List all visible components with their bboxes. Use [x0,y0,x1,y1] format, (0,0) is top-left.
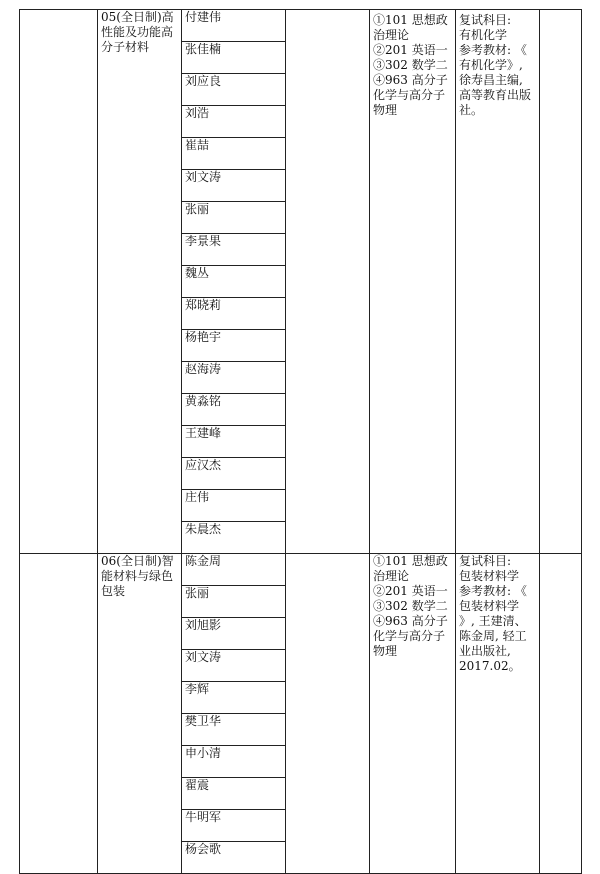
table-row [20,10,582,42]
advisor-name: 刘文涛 [182,170,286,202]
advisor-name: 付建伟 [182,10,286,42]
research-direction-line: 包装 [101,584,126,598]
advisor-name: 刘文涛 [182,650,286,682]
leading-blank-cell [20,10,98,554]
exam-subject-line: 化学与高分子 [373,629,446,643]
admissions-table [19,9,582,874]
exam-subject-line: ②201 英语一 [373,43,448,57]
exam-subject-line: 物理 [373,644,398,658]
advisor-name: 赵海涛 [182,362,286,394]
retest-reference-line: 有机化学 [459,28,508,42]
advisor-name: 陈金周 [182,554,286,586]
research-direction-line: 分子材料 [101,40,150,54]
advisor-name: 李景果 [182,234,286,266]
leading-blank-cell [20,554,98,874]
research-direction-cell [98,10,182,554]
research-direction-line: 能材料与绿色 [101,569,174,583]
retest-reference-line: 业出版社, [459,644,511,658]
advisor-name: 庄伟 [182,490,286,522]
retest-reference-cell [456,554,540,874]
advisor-name: 刘旭影 [182,618,286,650]
exam-subject-line: ④963 高分子 [373,614,448,628]
advisor-name: 张丽 [182,202,286,234]
exam-subject-line: 物理 [373,103,398,117]
table-row [20,554,582,586]
retest-reference-line: 高等教育出版 [459,88,532,102]
advisor-name: 应汉杰 [182,458,286,490]
advisor-name: 李辉 [182,682,286,714]
retest-reference-line: 参考教材: 《 [459,43,527,57]
advisor-name: 刘浩 [182,106,286,138]
advisor-name: 刘应良 [182,74,286,106]
exam-subjects-cell [370,10,456,554]
exam-subject-line: 治理论 [373,569,410,583]
exam-subject-line: ④963 高分子 [373,73,448,87]
exam-subject-line: 化学与高分子 [373,88,446,102]
exam-subject-line: ②201 英语一 [373,584,448,598]
research-direction-line: 性能及功能高 [101,25,174,39]
retest-reference-line: 社。 [459,103,484,117]
advisor-name: 魏丛 [182,266,286,298]
research-direction-line: 06(全日制)智 [101,554,174,568]
advisor-name: 张丽 [182,586,286,618]
research-direction-line: 05(全日制)高 [101,10,174,24]
advisor-name: 樊卫华 [182,714,286,746]
retest-reference-line: 2017.02。 [459,659,521,673]
retest-reference-line: 包装材料学 [459,599,520,613]
exam-subject-line: ③302 数学二 [373,58,448,72]
remarks-cell [540,554,582,874]
advisor-name: 黄淼铭 [182,394,286,426]
exam-subject-line: ①101 思想政 [373,554,448,568]
retest-reference-line: 复试科目: [459,554,512,568]
remarks-cell [540,10,582,554]
retest-reference-line: 徐寿昌主编, [459,73,523,87]
retest-reference-line: 参考教材: 《 [459,584,527,598]
advisor-name: 翟震 [182,778,286,810]
retest-reference-line: 》, 王建清、 [459,614,527,628]
retest-reference-line: 复试科目: [459,13,512,27]
advisor-name: 申小清 [182,746,286,778]
retest-reference-line: 陈金周, 轻工 [459,629,527,643]
advisor-name: 郑晓莉 [182,298,286,330]
exam-subject-line: 治理论 [373,28,410,42]
blank-cell [286,554,370,874]
exam-subjects-cell [370,554,456,874]
advisor-name: 牛明军 [182,810,286,842]
exam-subject-line: ③302 数学二 [373,599,448,613]
retest-reference-line: 有机化学》, [459,58,523,72]
advisor-name: 杨会歌 [182,842,286,874]
advisor-name: 张佳楠 [182,42,286,74]
exam-subject-line: ①101 思想政 [373,13,448,27]
retest-reference-line: 包装材料学 [459,569,520,583]
advisor-name: 杨艳宇 [182,330,286,362]
research-direction-cell [98,554,182,874]
advisor-name: 王建峰 [182,426,286,458]
advisor-name: 崔喆 [182,138,286,170]
advisor-name: 朱晨杰 [182,522,286,554]
blank-cell [286,10,370,554]
retest-reference-cell [456,10,540,554]
